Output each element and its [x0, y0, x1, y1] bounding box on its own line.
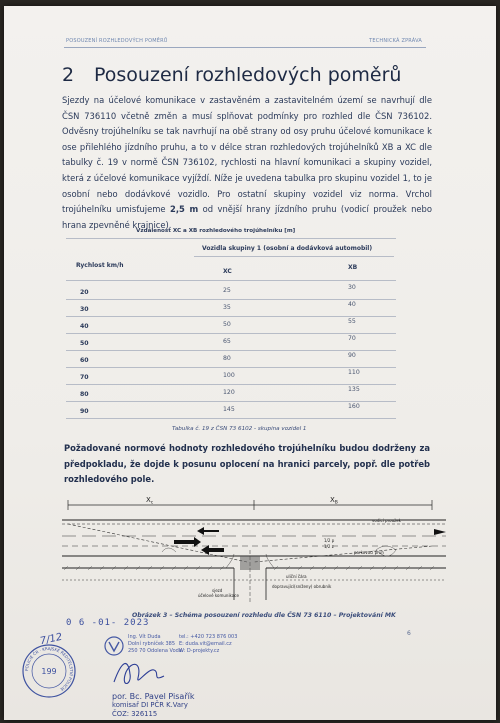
- company-address-1: Dolní rybníček 385: [128, 641, 176, 647]
- section-title: Posouzení rozhledových poměrů: [94, 64, 402, 86]
- officer-stamp: [112, 692, 194, 719]
- company-email: E: duda.vit@email.cz: [179, 641, 232, 647]
- table-group-header: Vozidla skupiny 1 (osobní a dodávková automobil): [202, 245, 373, 252]
- company-contact: [179, 634, 237, 655]
- table-cell-speed: 20: [80, 289, 89, 296]
- seal-number: 199: [41, 667, 57, 676]
- arrow-left-icon-bottom: [201, 545, 224, 555]
- table-cell-speed: 90: [80, 408, 89, 415]
- officer-role: komisař DI PČR K.Vary: [112, 701, 188, 709]
- paragraph-requirements: Požadované normové hodnoty rozhledového trojúhelníku budou dodrženy za předpokladu, že dojde k posunu oplocení na hranici parcely, popř. dle potřeb rozhledového pole.: [64, 443, 430, 484]
- label-street-line: uliční čára: [286, 574, 307, 579]
- table-cell-xc: 65: [223, 338, 231, 345]
- arrow-right-icon: [174, 537, 201, 547]
- table-row-rule: [66, 316, 396, 317]
- table-header-speed: Rychlost km/h: [76, 262, 124, 269]
- table-row-rule: [66, 384, 396, 385]
- table-cell-xb: 30: [348, 284, 356, 291]
- table-cell-xc: 50: [223, 321, 231, 328]
- running-header-left: POSOUZENÍ ROZHLEDOVÝCH POMĚRŮ: [66, 38, 168, 44]
- table-row-rule: [66, 350, 396, 351]
- table-row-rule: [66, 299, 396, 300]
- table-cell-xb: 160: [348, 403, 360, 410]
- section-heading: [62, 64, 401, 86]
- table-cell-speed: 80: [80, 391, 89, 398]
- table-row-rule: [66, 418, 396, 419]
- paragraph-intro-bold: 2,5 m: [170, 204, 199, 215]
- table-cell-xc: 100: [223, 372, 235, 379]
- table-cell-xc: 120: [223, 389, 235, 396]
- table-rule-head: [66, 280, 396, 281]
- handwritten-signature: [108, 652, 168, 692]
- table-cell-xb: 55: [348, 318, 356, 325]
- table-cell-speed: 30: [80, 306, 89, 313]
- page-number: 6: [407, 630, 411, 637]
- figure-caption: Obrázek 3 – Schéma posouzení rozhledu dle ČSN 73 6110 – Projektování MK: [132, 612, 396, 619]
- table-caption: Tabulka č. 19 z ČSN 73 6102 - skupina vozidel 1: [172, 426, 307, 432]
- svg-text:POLICIE ČR · KRAJSKÉ ŘEDITELST: POLICIE ČR · KRAJSKÉ ŘEDITELSTVÍ POLICIE: [23, 645, 75, 693]
- sight-line-right: [254, 546, 432, 562]
- table-rule-group: [194, 256, 394, 257]
- table-row-rule: [66, 333, 396, 334]
- company-name: Ing. Vít Duda: [128, 634, 161, 640]
- table-title: Vzdálenost XC a XB rozhledového trojúhelníku [m]: [136, 228, 296, 234]
- curb-detail-left: [162, 548, 176, 552]
- police-seal-stamp: [20, 642, 78, 700]
- xb-label: $X_B$: [330, 496, 338, 506]
- table-cell-xc: 35: [223, 304, 231, 311]
- running-header-right: TECHNICKÁ ZPRÁVA: [369, 38, 422, 44]
- label-parking-lane: parkovací pruh: [354, 550, 384, 555]
- table-cell-xb: 90: [348, 352, 356, 359]
- header-rule: [64, 47, 426, 48]
- label-half-z: 1/2 z: [324, 544, 334, 549]
- table-cell-xb: 70: [348, 335, 356, 342]
- visibility-triangle-diagram: [54, 490, 449, 605]
- company-phone: tel.: +420 723 876 003: [179, 634, 238, 640]
- table-row-rule: [66, 401, 396, 402]
- paragraph-intro: [62, 93, 432, 233]
- paragraph-intro-text-b: od vnější hrany jízdního pruhu (vodicí proužek nebo hrana zpevněné krajnice).: [62, 204, 432, 230]
- date-stamp: 0 6 -01- 2023: [66, 618, 150, 628]
- officer-name: por. Bc. Pavel Pisařík: [112, 692, 195, 701]
- xc-label: $X_c$: [146, 496, 154, 506]
- label-access-road: účelové komunikace: [198, 593, 239, 598]
- company-web: W: D-projekty.cz: [179, 648, 220, 654]
- driveway-mouth: [240, 556, 260, 570]
- section-number: 2: [62, 64, 75, 86]
- table-cell-xb: 40: [348, 301, 356, 308]
- label-half-p: 1/2 p: [324, 538, 335, 543]
- document-page: [4, 6, 496, 720]
- handwritten-number: 7/12: [39, 631, 64, 648]
- label-driveway: sjezd: [212, 588, 223, 593]
- officer-id: ČOZ: 326115: [112, 710, 158, 718]
- table-cell-xb: 110: [348, 369, 360, 376]
- table-cell-xc: 80: [223, 355, 231, 362]
- table-cell-speed: 60: [80, 357, 89, 364]
- table-cell-speed: 40: [80, 323, 89, 330]
- arrow-left-icon-top: [197, 527, 219, 535]
- paragraph-intro-text-a: Sjezdy na účelové komunikace v zastavěném a zastavitelném území se navrhují dle ČSN 736110 včetně změn a musí splňovat podmínky pro rozhled dle ČSN 736102. Odvěsny trojúhelníku se tak navrhují na obě strany od osy pruhu účelové komunikace k ose přilehlého jízdního pruhu, a to v délce stran rozhledových trojúhelníků XB a XC dle tabulky č. 19 v normě ČSN 736102, rychlosti na hlavní komunikaci a skupiny vozidel, která z účelové komunikace vyjíždí. Níže je uvedena tabulka pro skupinu vozidel 1, to je osobní nebo dodávkové vozidlo. Pro ostatní skupiny vozidel viz norma. Vrchol trojúhelníku umisťujeme: [62, 95, 432, 215]
- table-cell-xb: 135: [348, 386, 360, 393]
- table-row-rule: [66, 367, 396, 368]
- table-cell-xc: 25: [223, 287, 231, 294]
- table-cell-speed: 70: [80, 374, 89, 381]
- table-cell-speed: 50: [80, 340, 89, 347]
- arrow-right-edge-icon: [434, 529, 446, 535]
- table-header-xc: XC: [223, 268, 232, 275]
- label-guide-stripe: vodicí proužek: [372, 518, 402, 523]
- table-rule-top: [66, 238, 396, 239]
- label-kerb: dopravující(sníženy) obrubník: [272, 584, 332, 589]
- table-header-xb: XB: [348, 264, 358, 271]
- table-cell-xc: 145: [223, 406, 235, 413]
- company-address-2: 250 70 Odolena Voda: [128, 648, 182, 654]
